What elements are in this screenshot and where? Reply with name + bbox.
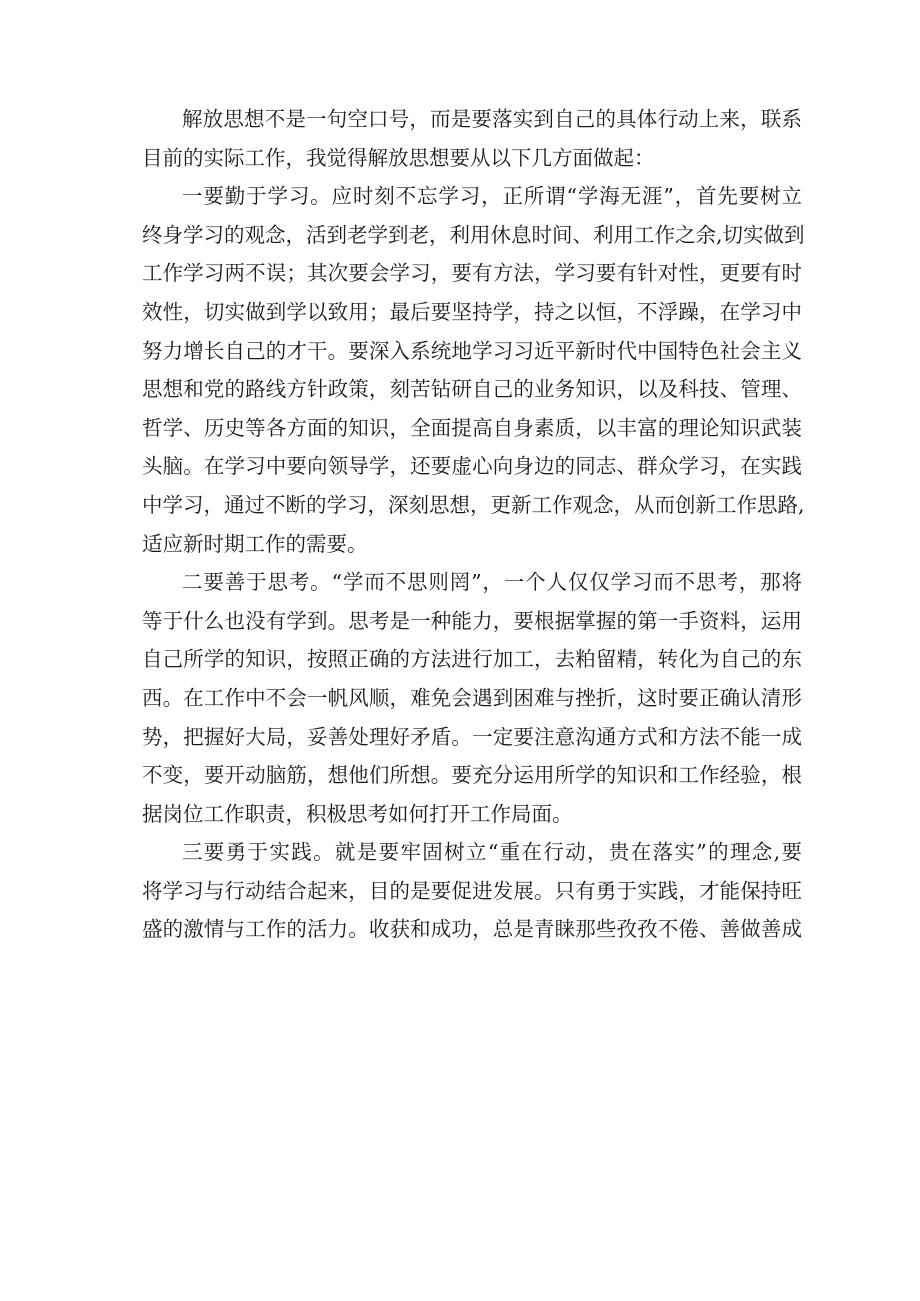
text-line: 工作学习两不误；其次要会学习，要有方法，学习要有针对性，更要有时 xyxy=(142,261,802,286)
text-line: 西。在工作中不会一帆风顺，难免会遇到困难与挫折，这时要正确认清形 xyxy=(142,685,802,710)
text-line: 头脑。在学习中要向领导学，还要虚心向身边的同志、群众学习，在实践 xyxy=(142,454,802,479)
document-body xyxy=(142,100,805,949)
text-line: 哲学、历史等各方面的知识，全面提高自身素质，以丰富的理论知识武装 xyxy=(142,415,802,440)
text-line: 思想和党的路线方针政策，刻苦钻研自己的业务知识，以及科技、管理、 xyxy=(142,377,802,402)
text-line: 三要勇于实践。就是要牢固树立“重在行动，贵在落实”的理念,要 xyxy=(182,840,802,865)
text-line: 适应新时期工作的需要。 xyxy=(142,531,368,556)
paragraph xyxy=(142,563,802,833)
text-line: 中学习，通过不断的学习，深刻思想，更新工作观念，从而创新工作思路, xyxy=(142,492,805,517)
paragraph xyxy=(142,100,802,177)
text-line: 效性，切实做到学以致用；最后要坚持学，持之以恒，不浮躁，在学习中 xyxy=(142,299,802,324)
text-line: 二要善于思考。“学而不思则罔”，一个人仅仅学习而不思考，那将 xyxy=(182,570,802,595)
paragraph xyxy=(142,177,805,563)
text-line: 不变，要开动脑筋，想他们所想。要充分运用所学的知识和工作经验，根 xyxy=(142,763,802,788)
text-line: 盛的激情与工作的活力。收获和成功，总是青睐那些孜孜不倦、善做善成 xyxy=(142,917,802,942)
text-line: 等于什么也没有学到。思考是一种能力，要根据掌握的第一手资料，运用 xyxy=(142,608,802,633)
text-line: 目前的实际工作，我觉得解放思想要从以下几方面做起： xyxy=(142,145,655,170)
text-line: 终身学习的观念，活到老学到老，利用休息时间、利用工作之余,切实做到 xyxy=(142,222,805,247)
text-line: 势，把握好大局，妥善处理好矛盾。一定要注意沟通方式和方法不能一成 xyxy=(142,724,802,749)
text-line: 将学习与行动结合起来，目的是要促进发展。只有勇于实践，才能保持旺 xyxy=(142,878,802,903)
paragraph xyxy=(142,833,802,949)
text-line: 自己所学的知识，按照正确的方法进行加工，去粕留精，转化为自己的东 xyxy=(142,647,802,672)
text-line: 据岗位工作职责，积极思考如何打开工作局面。 xyxy=(142,801,573,826)
text-line: 努力增长自己的才干。要深入系统地学习习近平新时代中国特色社会主义 xyxy=(142,338,802,363)
text-line: 一要勤于学习。应时刻不忘学习，正所谓“学海无涯”，首先要树立 xyxy=(182,184,802,209)
text-line: 解放思想不是一句空口号，而是要落实到自己的具体行动上来，联系 xyxy=(182,107,802,131)
